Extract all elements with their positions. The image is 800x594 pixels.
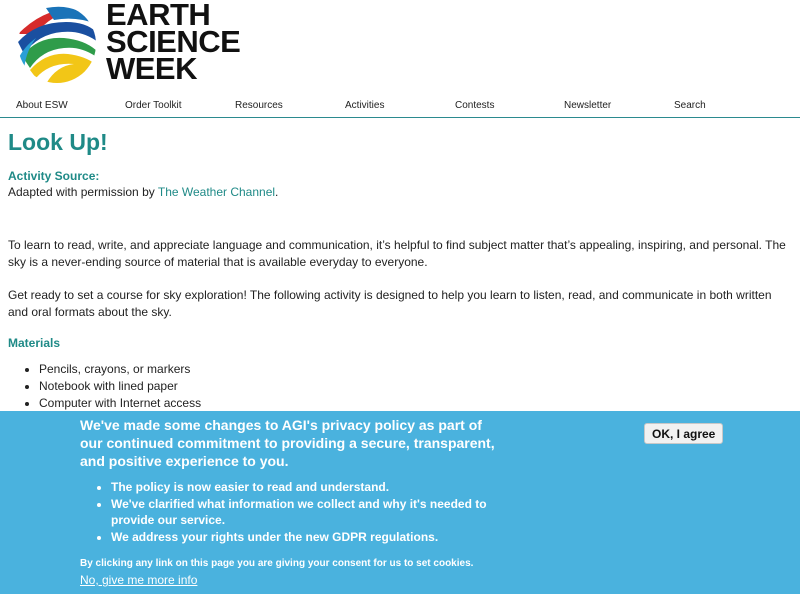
cookie-consent-text: By clicking any link on this page you are giving your consent for us to set cookies. — [80, 558, 474, 569]
logo-line-earth: EARTH — [106, 0, 211, 32]
source-suffix: . — [275, 185, 279, 199]
ok-agree-button[interactable]: OK, I agree — [644, 423, 723, 444]
earth-science-week-logo-icon[interactable] — [16, 4, 98, 84]
site-logo-text[interactable] — [106, 0, 241, 86]
main-nav — [0, 96, 800, 118]
privacy-points — [80, 479, 491, 545]
list-item: • We've clarified what information we collect and why it's needed to provide our service. — [111, 496, 491, 529]
more-info-link[interactable]: No, give me more info — [80, 573, 198, 587]
nav-contests[interactable]: Contests — [455, 100, 495, 111]
list-item: • Notebook with lined paper — [39, 378, 788, 395]
privacy-heading: We've made some changes to AGI's privacy policy as part of our continued commitment to providing a secure, transparent, and positive experience to you. — [80, 417, 495, 469]
nav-search[interactable]: Search — [674, 100, 706, 111]
nav-about-esw[interactable]: About ESW — [16, 100, 68, 111]
activity-source-text — [8, 184, 788, 201]
site-header — [0, 0, 800, 96]
activity-source-label: Activity Source: — [8, 169, 100, 183]
privacy-banner — [0, 411, 800, 594]
list-item: • We address your rights under the new GDPR regulations. — [111, 529, 491, 546]
main-content — [8, 118, 788, 412]
weather-channel-link[interactable]: The Weather Channel — [157, 185, 276, 199]
nav-activities[interactable]: Activities — [345, 100, 385, 111]
nav-newsletter[interactable]: Newsletter — [564, 100, 612, 111]
list-item: • The policy is now easier to read and understand. — [111, 479, 491, 496]
materials-label: Materials — [8, 336, 61, 350]
page-title: Look Up! — [8, 129, 108, 155]
nav-order-toolkit[interactable]: Order Toolkit — [125, 100, 182, 111]
materials-list — [8, 361, 788, 412]
intro-paragraph-1: To learn to read, write, and appreciate language and communication, it’s helpful to find subject matter that’s appealing, inspiring, and personal. The sky is a never-ending source of material that is available everyday to everyone. — [8, 238, 786, 269]
list-item: • Computer with Internet access — [39, 395, 788, 412]
logo-line-week: WEEK — [106, 51, 197, 86]
nav-resources[interactable]: Resources — [235, 100, 283, 111]
list-item: • Pencils, crayons, or markers — [39, 361, 788, 378]
source-prefix: Adapted with permission by — [8, 185, 158, 199]
intro-paragraph-2: Get ready to set a course for sky exploration! The following activity is designed to help you learn to listen, read, and communicate in both written and oral formats about the sky. — [8, 288, 772, 319]
logo-line-science: SCIENCE — [106, 24, 241, 59]
